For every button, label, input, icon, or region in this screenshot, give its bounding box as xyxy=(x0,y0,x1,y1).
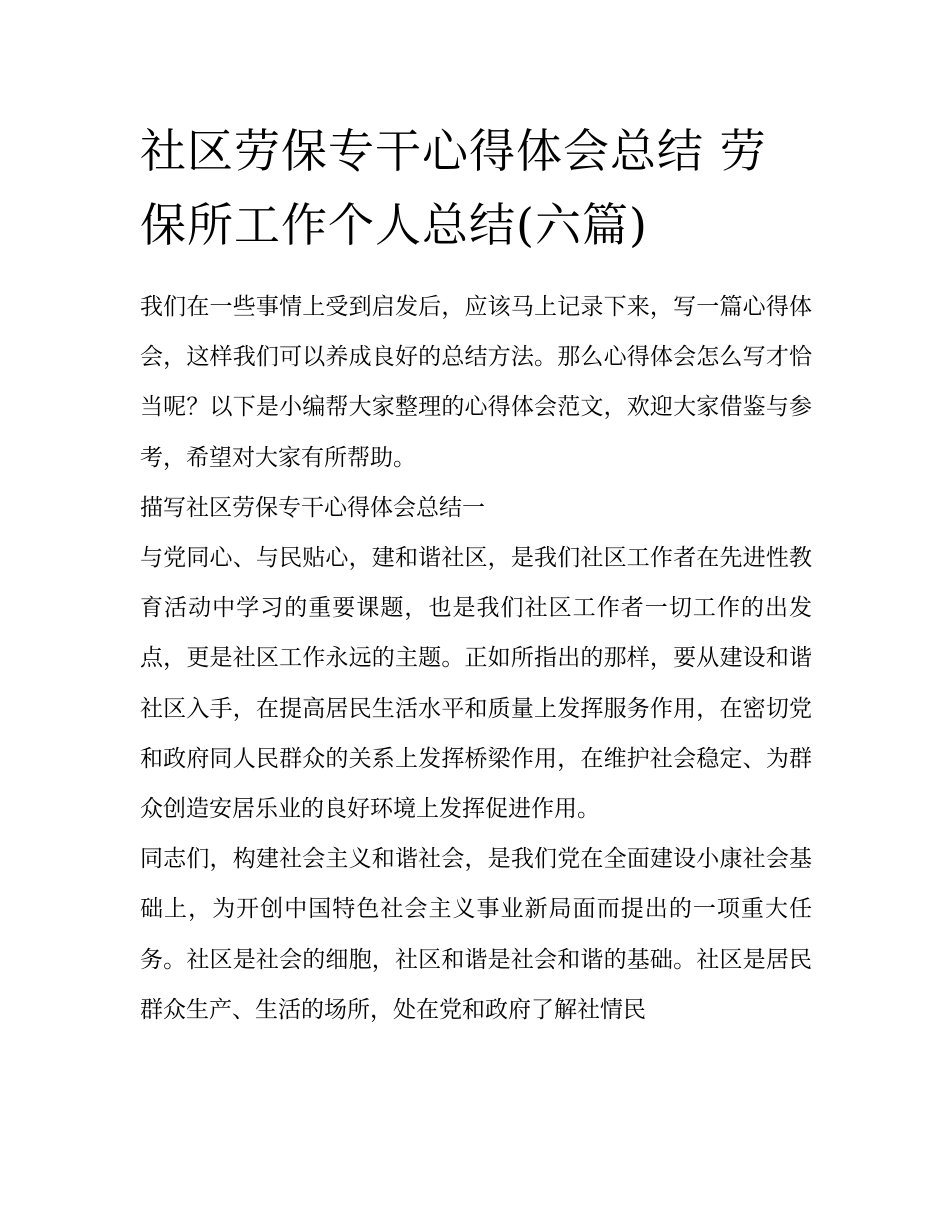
body-paragraph-1: 与党同心、与民贴心，建和谐社区，是我们社区工作者在先进性教育活动中学习的重要课题，也是我们社区工作者一切工作的出发点，更是社区工作永远的主题。正如所指出的那样，要从建设和谐社区入手，在提高居民生活水平和质量上发挥服务作用，在密切党和政府同人民群众的关系上发挥桥梁作用，在维护社会稳定、为群众创造安居乐业的良好环境上发挥促进作用。 xyxy=(140,545,812,823)
intro-paragraph: 我们在一些事情上受到启发后，应该马上记录下来，写一篇心得体会，这样我们可以养成良好的总结方法。那么心得体会怎么写才恰当呢？以下是小编帮大家整理的心得体会范文，欢迎大家借鉴与参考，希望对大家有所帮助。 xyxy=(140,294,812,471)
body-paragraph-2: 同志们，构建社会主义和谐社会，是我们党在全面建设小康社会基础上，为开创中国特色社会主义事业新局面而提出的一项重大任务。社区是社会的细胞，社区和谐是社会和谐的基础。社区是居民群众生产、生活的场所，处在党和政府了解社情民 xyxy=(140,846,812,1023)
document-body xyxy=(140,114,812,1035)
document-title: 社区劳保专干心得体会总结 劳保所工作个人总结(六篇) xyxy=(140,124,767,252)
section-heading: 描写社区劳保专干心得体会总结一 xyxy=(140,494,485,521)
